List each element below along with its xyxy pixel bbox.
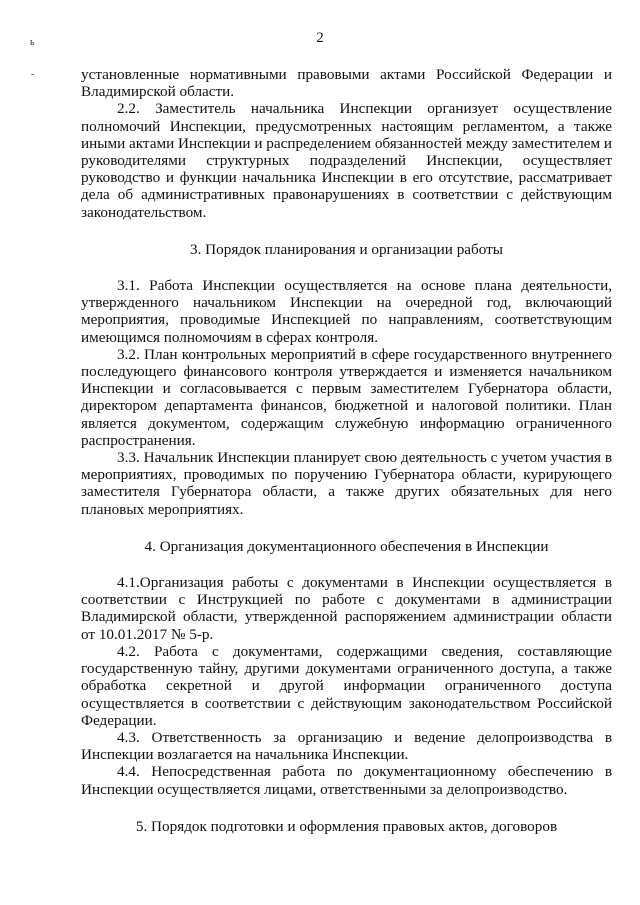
paragraph-3-1: 3.1. Работа Инспекции осуществляется на основе плана деятельности, утвержденного начальником Инспекции на очередной год, включающий мероприятия, проводимые Инспекцией по направлениям, соответствующим имеющимся полномочиям в сферах контроля.: [81, 277, 612, 346]
page-number: 2: [316, 30, 324, 46]
paragraph-3-2: 3.2. План контрольных мероприятий в сфере государственного внутреннего последующего финансового контроля утверждается и изменяется начальником Инспекции и согласовывается с первым заместителем Губернатора области, директором департамента финансов, бюджетной и налоговой политики. План является документом, содержащим служебную информацию ограниченного распространения.: [81, 345, 612, 449]
document-body: [81, 66, 612, 835]
section-4-heading: 4. Организация документационного обеспечения в Инспекции: [144, 537, 549, 555]
section-5-heading: 5. Порядок подготовки и оформления правовых актов, договоров: [135, 817, 558, 835]
paragraph-4-1: 4.1.Организация работы с документами в Инспекции осуществляется в соответствии с Инструкцией по работе с документами в администрации Владимирской области, утвержденной распоряжением администрации области от 10.01.2017 № 5-р.: [81, 574, 612, 643]
paragraph-2-2: 2.2. Заместитель начальника Инспекции организует осуществление полномочий Инспекции, предусмотренных настоящим регламентом, а также иными актами Инспекции и распределением обязанностей между заместителем и руководителями структурных подразделений Инспекции, осуществляет руководство и функции начальника Инспекции в его отсутствие, рассматривает дела об административных правонарушениях в соответствии с действующим законодательством.: [81, 100, 612, 221]
paragraph-2-1-continuation: установленные нормативными правовыми актами Российской Федерации и Владимирской области.: [81, 66, 612, 101]
margin-mark: -: [31, 69, 35, 80]
paragraph-4-3: 4.3. Ответственность за организацию и ведение делопроизводства в Инспекции возлагается на начальника Инспекции.: [81, 728, 612, 764]
paragraph-3-3: 3.3. Начальник Инспекции планирует свою деятельность с учетом участия в мероприятиях, проводимых по поручению Губернатора области, курирующего заместителя Губернатора области, а также других обязательных для него плановых мероприятиях.: [81, 449, 612, 518]
paragraph-4-2: 4.2. Работа с документами, содержащими сведения, составляющие государственную тайну, другими документами ограниченного доступа, а также обработка секретной и другой информации ограниченного доступа осуществляется в соответствии с действующим законодательством Российской Федерации.: [81, 642, 612, 729]
section-3-heading: 3. Порядок планирования и организации работы: [189, 240, 504, 258]
margin-mark: ь: [30, 37, 35, 48]
paragraph-4-4: 4.4. Непосредственная работа по документационному обеспечению в Инспекции осуществляется лицами, ответственными за делопроизводство.: [81, 763, 612, 798]
